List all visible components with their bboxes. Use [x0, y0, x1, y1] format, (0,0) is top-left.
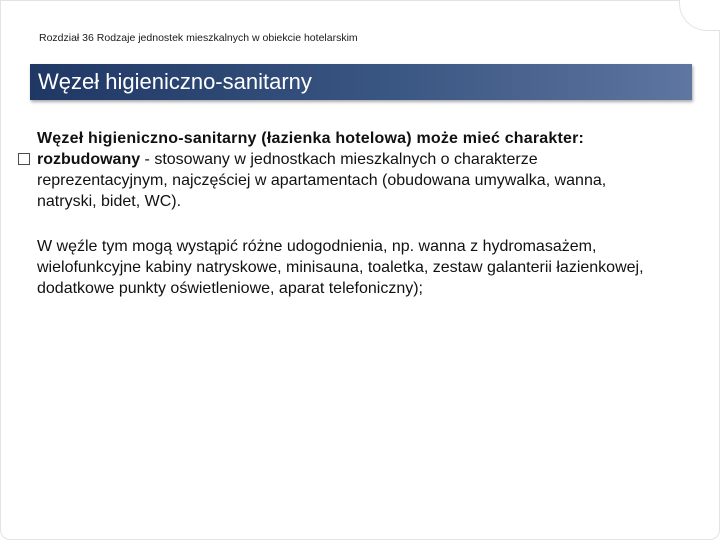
bullet-text: - stosowany w jednostkach mieszkalnych o charakterze reprezentacyjnym, najczęściej w apartamentach (obudowana umywalka, wanna, natryski, bidet, WC).: [37, 151, 607, 210]
chapter-header: Rozdział 36 Rodzaje jednostek mieszkalnych w obiekcie hotelarskim: [39, 32, 358, 44]
bullet-term: rozbudowany: [37, 151, 141, 168]
slide-content: [37, 128, 657, 299]
title-bar: [30, 64, 692, 100]
body-paragraph: W węźle tym mogą wystąpić różne udogodnienia, np. wanna z hydromasażem, wielofunkcyjne kabiny natryskowe, minisauna, toaletka, zestaw galanterii łazienkowej, dodatkowe punkty oświetleniowe, aparat telefoniczny);: [37, 238, 644, 297]
intro-text: Węzeł higieniczno-sanitarny (łazienka hotelowa) może mieć charakter:: [37, 130, 585, 147]
list-item: [37, 149, 657, 212]
slide-title: Węzeł higieniczno-sanitarny: [38, 69, 312, 94]
slide-corner-fold: [679, 0, 720, 31]
square-bullet-icon: [18, 153, 30, 165]
